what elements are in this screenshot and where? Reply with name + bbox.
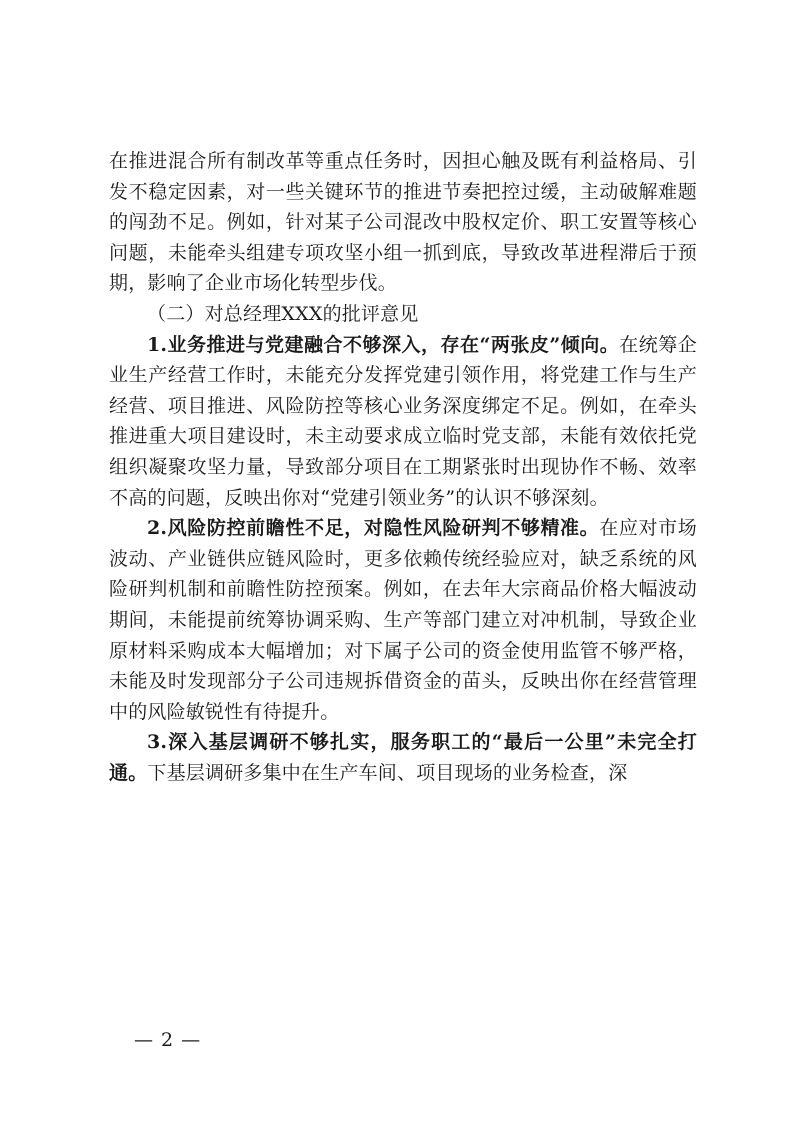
document-body xyxy=(109,146,697,788)
item-text: 下基层调研多集中在生产车间、项目现场的业务检查，深 xyxy=(147,761,628,784)
item-number: 3. xyxy=(147,731,168,754)
item-number: 1. xyxy=(147,333,168,356)
numbered-paragraph-3 xyxy=(109,727,697,788)
paragraph-continuation xyxy=(109,146,697,299)
numbered-paragraph-1 xyxy=(109,330,697,514)
item-title: 深入基层调研不够扎实，服务职工的“最后一公里”未完全打通。 xyxy=(109,731,697,784)
section-heading xyxy=(109,299,697,330)
item-text: 在应对市场波动、产业链供应链风险时，更多依赖传统经验应对，缺乏系统的风险研判机制和前瞻性防控预案。例如，在去年大宗商品价格大幅波动期间，未能提前统筹协调采购、生产等部门建立对冲机制，导致企业原材料采购成本大幅增加；对下属子公司的资金使用监管不够严格，未能及时发现部分子公司违规拆借资金的苗头，反映出你在经营管理中的风险敏锐性有待提升。 xyxy=(109,517,697,723)
page-number: — 2 — xyxy=(134,1029,202,1051)
numbered-paragraph-2 xyxy=(109,513,697,727)
item-text: 在统筹企业生产经营工作时，未能充分发挥党建引领作用，将党建工作与生产经营、项目推进、风险防控等核心业务深度绑定不足。例如，在牵头推进重大项目建设时，未主动要求成立临时党支部，未能有效依托党组织凝聚攻坚力量，导致部分项目在工期紧张时出现协作不畅、效率不高的问题，反映出你对“党建引领业务”的认识不够深刻。 xyxy=(109,333,697,509)
section-heading-text: （二）对总经理XXX的批评意见 xyxy=(147,302,419,325)
item-title: 风险防控前瞻性不足，对隐性风险研判不够精准。 xyxy=(167,517,600,540)
paragraph-text: 在推进混合所有制改革等重点任务时，因担心触及既有利益格局、引发不稳定因素，对一些关键环节的推进节奏把控过缓，主动破解难题的闯劲不足。例如，针对某子公司混改中股权定价、职工安置等核心问题，未能牵头组建专项攻坚小组一抓到底，导致改革进程滞后于预期，影响了企业市场化转型步伐。 xyxy=(109,150,697,295)
item-title: 业务推进与党建融合不够深入，存在“两张皮”倾向。 xyxy=(167,333,620,356)
item-number: 2. xyxy=(147,517,168,540)
